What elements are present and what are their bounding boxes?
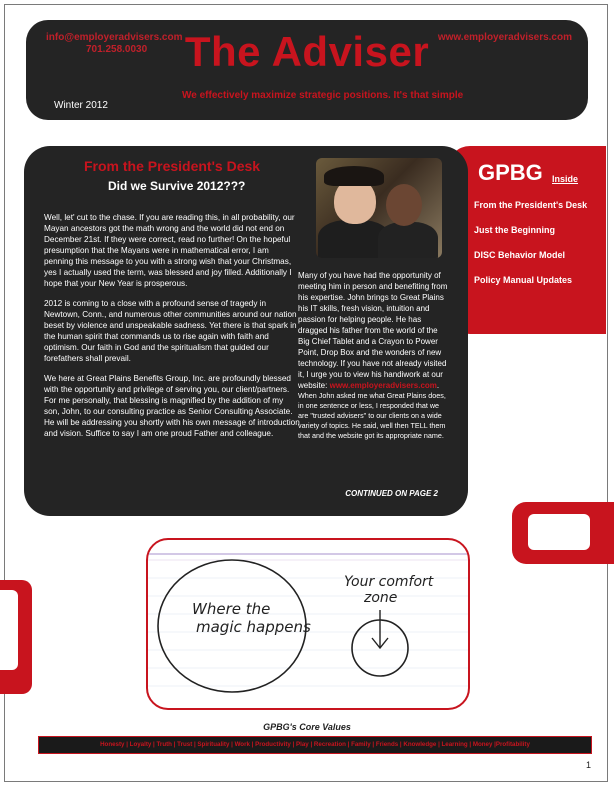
presidents-desk-article (24, 146, 468, 516)
drawing-label: Your comfort (344, 574, 434, 590)
page-number: 1 (586, 760, 592, 770)
drawing-label: magic happens (196, 618, 311, 636)
contents-item-disc-behavior-model[interactable]: DISC Behavior Model (474, 250, 566, 260)
article-paragraph: 2012 is coming to a close with a profound sense of tragedy in Newtown, Conn., and numerous other communities around our nation beset by violence and unspeakable sadness. Yet there is that spark in the human spirit that commands us to rise again with faith and optimism. Our faith in God and the spiritualism that guided our forefathers shall prevail. (44, 299, 297, 363)
decorative-red-block (512, 502, 614, 564)
article-paragraph: Well, let' cut to the chase. If you are reading this, in all probability, our Mayan ancestors got the math wrong and the world did not end on December 21st. If they were correct, read no further! On the hopeful presumption that the Mayans were in mathematical error, I am penning this message to you with a strong wish that your Christmas, yes I actually used the term, was blessed and joy filled. Additionally I hope that your New Year is prosperous. (44, 213, 295, 288)
drawing-label: Where the (192, 600, 271, 618)
drawing-label: zone (364, 590, 398, 606)
article-paragraph: We here at Great Plains Benefits Group, Inc. are profoundly blessed with the opportunity and privilege of serving you, our client/partners. For me personally, that blessing is magnified by the addition of my son, John, to our consulting practice as Senior Consulting Associate. He will be addressing you shortly with his own message of introduction and vision. Suffice to say I am one proud Father and colleague. (44, 374, 300, 438)
article-heading: From the President's Desk (84, 158, 261, 174)
comfort-zone-illustration (146, 538, 470, 710)
issue-season: Winter 2012 (54, 100, 108, 111)
core-values-title: GPBG's Core Values (263, 722, 351, 732)
newsletter-title: The Adviser (184, 28, 430, 75)
header-phone: 701.258.0030 (86, 44, 148, 55)
sidebar-title: GPBG (478, 160, 543, 185)
continued-on-page-link[interactable]: CONTINUED ON PAGE 2 (345, 489, 438, 498)
masthead (26, 20, 588, 120)
sidebar-subtitle: Inside (552, 174, 579, 184)
header-website-link[interactable]: www.employeradvisers.com (437, 32, 572, 43)
article-right-column (298, 270, 448, 441)
comfort-zone-sketch (148, 540, 468, 708)
author-photo (316, 158, 442, 258)
article-paragraph: Many of you have had the opportunity of meeting him in person and benefiting from his expertise. John brings to Great Plains his IT skills, fresh vision, intuition and passion for helping people. He has dragged his father from the world of the Big Chief Tablet and a Crayon to Power Point, Drop Box and the wonders of new technology. If you have not already visited it, I urge you to view his handiwork at our website: www.employeradvisers.com. (298, 271, 448, 390)
tagline: We effectively maximize strategic positions. It's that simple (182, 90, 464, 101)
article-subheading: Did we Survive 2012??? (108, 179, 246, 193)
article-left-column (44, 212, 300, 448)
contents-item-just-the-beginning[interactable]: Just the Beginning (474, 225, 555, 235)
inside-contents-list (474, 200, 587, 300)
website-link[interactable]: www.employeradvisers.com (329, 381, 437, 390)
decorative-red-block (0, 580, 32, 694)
article-paragraph: When John asked me what Great Plains does, in one sentence or less, I responded that we are "trusted advisers" to our clients on a wide variety of topics. He said, well then TELL them that and the website got its appropriate name. (298, 391, 446, 440)
contents-item-presidents-desk[interactable]: From the President's Desk (474, 200, 588, 210)
contents-item-policy-manual-updates[interactable]: Policy Manual Updates (474, 275, 573, 285)
core-values-bar: Honesty | Loyalty | Truth | Trust | Spirituality | Work | Productivity | Play | Recreation | Family | Friends | Knowledge | Learning | Money |Profitability (38, 736, 592, 754)
header-email-link[interactable]: info@employeradvisers.com (46, 32, 183, 43)
inside-sidebar (448, 146, 606, 334)
